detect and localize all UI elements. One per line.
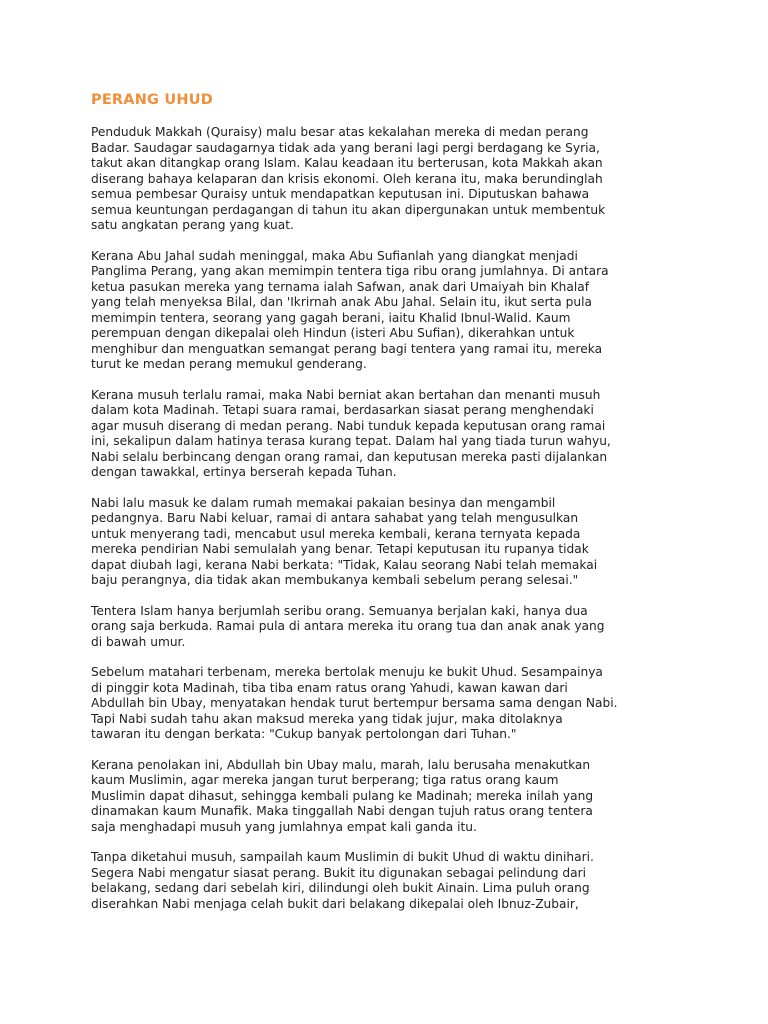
- paragraph-2: Kerana Abu Jahal sudah meninggal, maka Abu Sufianlah yang diangkat menjadi Panglima Perang, yang akan memimpin tentera tiga ribu orang jumlahnya. Di antara ketua pasukan mereka yang ternama ialah Safwan, anak dari Umaiyah bin Khalaf yang telah menyeksa Bilal, dan 'Ikrirnah anak Abu Jahal. Selain itu, ikut serta pula memimpin tentera, seorang yang gagah berani, iaitu Khalid Ibnul-Walid. Kaum perempuan dengan dikepalai oleh Hindun (isteri Abu Sufian), dikerahkan untuk menghibur dan menguatkan semangat perang bagi tentera yang ramai itu, mereka turut ke medan perang memukul genderang.: [91, 248, 609, 371]
- paragraph-3: Kerana musuh terlalu ramai, maka Nabi berniat akan bertahan dan menanti musuh dalam kota Madinah. Tetapi suara ramai, berdasarkan siasat perang menghendaki agar musuh diserang di medan perang. Nabi tunduk kepada keputusan orang ramai ini, sekalipun dalam hatinya terasa kurang tepat. Dalam hal yang tiada turun wahyu, Nabi selalu berbincang dengan orang ramai, dan keputusan mereka pasti dijalankan dengan tawakkal, ertinya berserah kepada Tuhan.: [91, 387, 611, 479]
- document-page: [91, 90, 631, 927]
- paragraph-4: Nabi lalu masuk ke dalam rumah memakai pakaian besinya dan mengambil pedangnya. Baru Nabi keluar, ramai di antara sahabat yang telah mengusulkan untuk menyerang tadi, mencabut usul mereka kembali, kerana ternyata kepada mereka pendirian Nabi semulalah yang benar. Tetapi keputusan itu rupanya tidak dapat diubah lagi, kerana Nabi berkata: "Tidak, Kalau seorang Nabi telah memakai baju perangnya, dia tidak akan membukanya kembali sebelum perang selesai.": [91, 495, 598, 587]
- paragraph-1: Penduduk Makkah (Quraisy) malu besar atas kekalahan mereka di medan perang Badar. Saudagar saudagarnya tidak ada yang berani lagi pergi berdagang ke Syria, takut akan ditangkap orang Islam. Kalau keadaan itu berterusan, kota Makkah akan diserang bahaya kelaparan dan krisis ekonomi. Oleh kerana itu, maka berundinglah semua pembesar Quraisy untuk mendapatkan keputusan ini. Diputuskan bahawa semua keuntungan perdagangan di tahun itu akan dipergunakan untuk membentuk satu angkatan perang yang kuat.: [91, 125, 606, 232]
- paragraph-7: Kerana penolakan ini, Abdullah bin Ubay malu, marah, lalu berusaha menakutkan kaum Muslimin, agar mereka jangan turut berperang; tiga ratus orang kaum Muslimin dapat dihasut, sehingga kembali pulang ke Madinah; mereka inilah yang dinamakan kaum Munafik. Maka tinggallah Nabi dengan tujuh ratus orang tentera saja menghadapi musuh yang jumlahnya empat kali ganda itu.: [91, 757, 594, 834]
- paragraph-6: Sebelum matahari terbenam, mereka bertolak menuju ke bukit Uhud. Sesampainya di pinggir kota Madinah, tiba tiba enam ratus orang Yahudi, kawan kawan dari Abdullah bin Ubay, menyatakan hendak turut bertempur bersama sama dengan Nabi. Tapi Nabi sudah tahu akan maksud mereka yang tidak jujur, maka ditolaknya tawaran itu dengan berkata: "Cukup banyak pertolongan dari Tuhan.": [91, 665, 618, 741]
- document-title: PERANG UHUD: [91, 92, 213, 108]
- paragraph-8: Tanpa diketahui musuh, sampailah kaum Muslimin di bukit Uhud di waktu dinihari. Segera Nabi mengatur siasat perang. Bukit itu digunakan sebagai pelindung dari belakang, sedang dari sebelah kiri, dilindungi oleh bukit Ainain. Lima puluh orang diserahkan Nabi menjaga celah bukit dari belakang dikepalai oleh Ibnuz-Zubair,: [91, 850, 594, 911]
- paragraph-5: Tentera Islam hanya berjumlah seribu orang. Semuanya berjalan kaki, hanya dua orang saja berkuda. Ramai pula di antara mereka itu orang tua dan anak anak yang di bawah umur.: [91, 603, 605, 649]
